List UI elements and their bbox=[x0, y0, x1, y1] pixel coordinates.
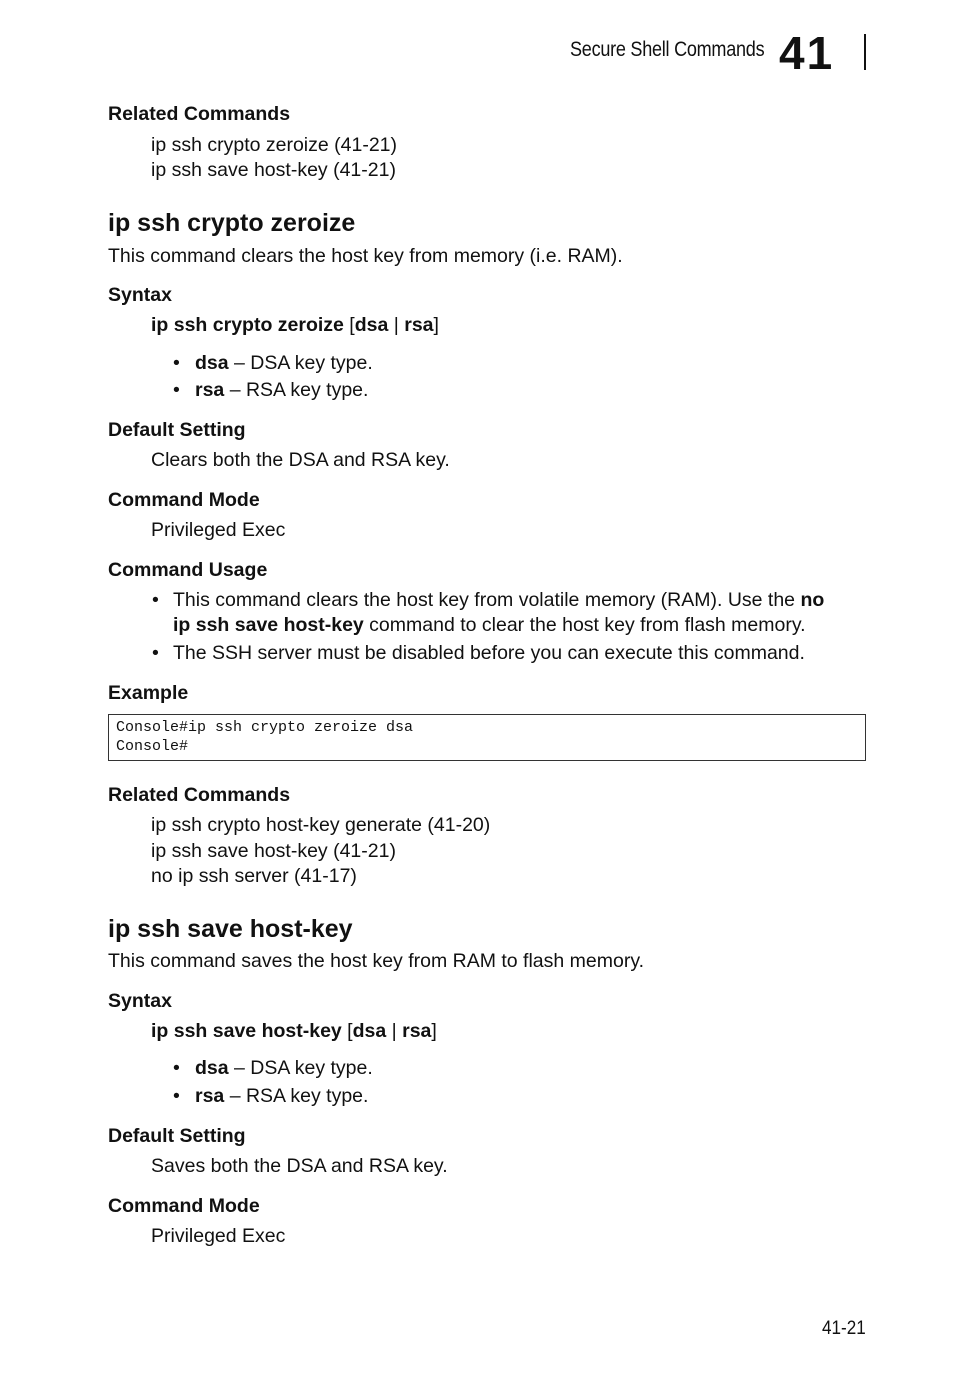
command-mode-text: Privileged Exec bbox=[151, 1225, 286, 1247]
default-setting-heading: Default Setting bbox=[108, 1125, 246, 1147]
usage-keyword: ip ssh save host-key bbox=[173, 614, 364, 636]
parameter-description: – DSA key type. bbox=[228, 1057, 373, 1079]
code-line: Console# bbox=[116, 738, 189, 755]
default-setting-text: Clears both the DSA and RSA key. bbox=[151, 449, 450, 471]
bullet-icon: • bbox=[173, 1085, 180, 1107]
usage-text: This command clears the host key from volatile memory (RAM). Use the bbox=[173, 589, 801, 611]
parameter-name: rsa bbox=[195, 1085, 225, 1107]
related-commands-heading: Related Commands bbox=[108, 103, 291, 125]
running-header-title: Secure Shell Commands bbox=[570, 38, 765, 61]
related-command-item: ip ssh save host-key (41-21) bbox=[151, 840, 396, 862]
usage-keyword: no bbox=[800, 589, 825, 611]
syntax-option-dsa: dsa bbox=[352, 1020, 387, 1042]
parameter-item bbox=[195, 1085, 368, 1108]
related-command-item: no ip ssh server (41-17) bbox=[151, 865, 357, 887]
chapter-rule bbox=[864, 34, 866, 70]
syntax-bracket-open: [ bbox=[341, 1020, 353, 1042]
related-command-item: ip ssh crypto host-key generate (41-20) bbox=[151, 814, 491, 836]
command-title: ip ssh crypto zeroize bbox=[108, 209, 356, 237]
syntax-heading: Syntax bbox=[108, 284, 172, 306]
related-command-item: ip ssh crypto zeroize (41-21) bbox=[151, 134, 398, 156]
related-commands-heading: Related Commands bbox=[108, 784, 291, 806]
related-command-item: ip ssh save host-key (41-21) bbox=[151, 159, 396, 181]
usage-item: The SSH server must be disabled before you can execute this command. bbox=[173, 642, 805, 664]
bullet-icon: • bbox=[152, 589, 159, 611]
parameter-name: dsa bbox=[195, 1057, 229, 1079]
syntax-command: ip ssh save host-key bbox=[151, 1020, 342, 1042]
command-mode-text: Privileged Exec bbox=[151, 519, 286, 541]
syntax-line bbox=[151, 1020, 437, 1043]
bullet-icon: • bbox=[173, 379, 180, 401]
default-setting-heading: Default Setting bbox=[108, 419, 246, 441]
command-description: This command clears the host key from memory (i.e. RAM). bbox=[108, 245, 623, 267]
chapter-number: 41 bbox=[779, 27, 835, 79]
syntax-bracket-close: ] bbox=[433, 314, 439, 336]
command-mode-heading: Command Mode bbox=[108, 489, 260, 511]
command-mode-heading: Command Mode bbox=[108, 1195, 260, 1217]
bullet-icon: • bbox=[173, 1057, 180, 1079]
code-line: Console#ip ssh crypto zeroize dsa bbox=[116, 719, 414, 736]
parameter-item bbox=[195, 379, 368, 402]
syntax-separator: | bbox=[388, 314, 405, 336]
command-title: ip ssh save host-key bbox=[108, 915, 353, 943]
parameter-name: rsa bbox=[195, 379, 225, 401]
parameter-name: dsa bbox=[195, 352, 229, 374]
syntax-command: ip ssh crypto zeroize bbox=[151, 314, 344, 336]
default-setting-text: Saves both the DSA and RSA key. bbox=[151, 1155, 448, 1177]
parameter-item bbox=[195, 352, 373, 375]
syntax-separator: | bbox=[386, 1020, 403, 1042]
page-number: 41-21 bbox=[822, 1318, 866, 1339]
bullet-icon: • bbox=[152, 642, 159, 664]
example-heading: Example bbox=[108, 682, 189, 704]
syntax-line bbox=[151, 314, 439, 337]
syntax-bracket-close: ] bbox=[431, 1020, 437, 1042]
command-description: This command saves the host key from RAM to flash memory. bbox=[108, 950, 645, 972]
usage-text: command to clear the host key from flash memory. bbox=[363, 614, 806, 636]
parameter-item bbox=[195, 1057, 373, 1080]
parameter-description: – RSA key type. bbox=[224, 1085, 369, 1107]
usage-item-line bbox=[173, 614, 806, 637]
syntax-bracket-open: [ bbox=[343, 314, 355, 336]
syntax-option-dsa: dsa bbox=[354, 314, 389, 336]
parameter-description: – RSA key type. bbox=[224, 379, 369, 401]
command-usage-heading: Command Usage bbox=[108, 559, 268, 581]
syntax-option-rsa: rsa bbox=[402, 1020, 432, 1042]
usage-item-line bbox=[173, 589, 824, 612]
syntax-option-rsa: rsa bbox=[404, 314, 434, 336]
syntax-heading: Syntax bbox=[108, 990, 172, 1012]
parameter-description: – DSA key type. bbox=[228, 352, 373, 374]
bullet-icon: • bbox=[173, 352, 180, 374]
